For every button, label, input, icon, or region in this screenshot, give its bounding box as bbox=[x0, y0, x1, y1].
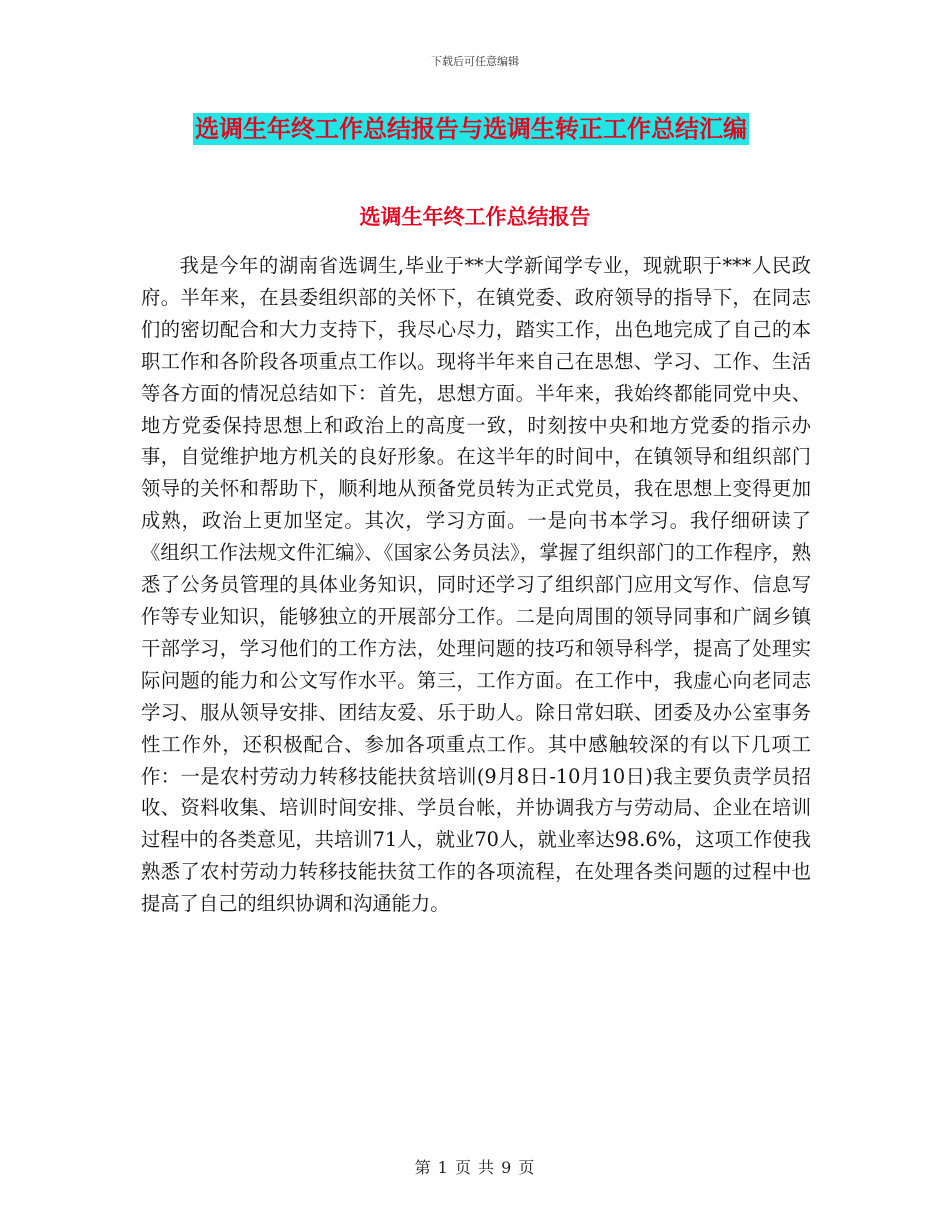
document-title: 选调生年终工作总结报告与选调生转正工作总结汇编 bbox=[195, 115, 747, 143]
section-title: 选调生年终工作总结报告 bbox=[359, 205, 591, 229]
page-number: 第 1 页 共 9 页 bbox=[414, 1158, 536, 1177]
body-paragraph: 我是今年的湖南省选调生,毕业于**大学新闻学专业，现就职于***人民政府。半年来，在县委组织部的关怀下，在镇党委、政府领导的指导下，在同志们的密切配合和大力支持下，我尽心尽力，踏实工作，出色地完成了自己的本职工作和各阶段各项重点工作以。现将半年来自己在思想、学习、工作、生活等各方面的情况总结如下：首先，思想方面。半年来，我始终都能同党中央、地方党委保持思想上和政治上的高度一致，时刻按中央和地方党委的指示办事，自觉维护地方机关的良好形象。在这半年的时间中，在镇领导和组织部门领导的关怀和帮助下，顺利地从预备党员转为正式党员，我在思想上变得更加成熟，政治上更加坚定。其次，学习方面。一是向书本学习。我仔细研读了《组织工作法规文件汇编》、《国家公务员法》，掌握了组织部门的工作程序，熟悉了公务员管理的具体业务知识，同时还学习了组织部门应用文写作、信息写作等专业知识，能够独立的开展部分工作。二是向周围的领导同事和广阔乡镇干部学习，学习他们的工作方法，处理问题的技巧和领导科学，提高了处理实际问题的能力和公文写作水平。第三，工作方面。在工作中，我虚心向老同志学习、服从领导安排、团结友爱、乐于助人。除日常妇联、团委及办公室事务性工作外，还积极配合、参加各项重点工作。其中感触较深的有以下几项工作：一是农村劳动力转移技能扶贫培训(9月8日-10月10日)我主要负责学员招收、资料收集、培训时间安排、学员台帐，并协调我方与劳动局、企业在培训过程中的各类意见，共培训71人，就业70人，就业率达98.6%，这项工作使我熟悉了农村劳动力转移技能扶贫工作的各项流程，在处理各类问题的过程中也提高了自己的组织协调和沟通能力。 bbox=[141, 254, 811, 916]
download-note: 下载后可任意编辑 bbox=[431, 55, 519, 68]
